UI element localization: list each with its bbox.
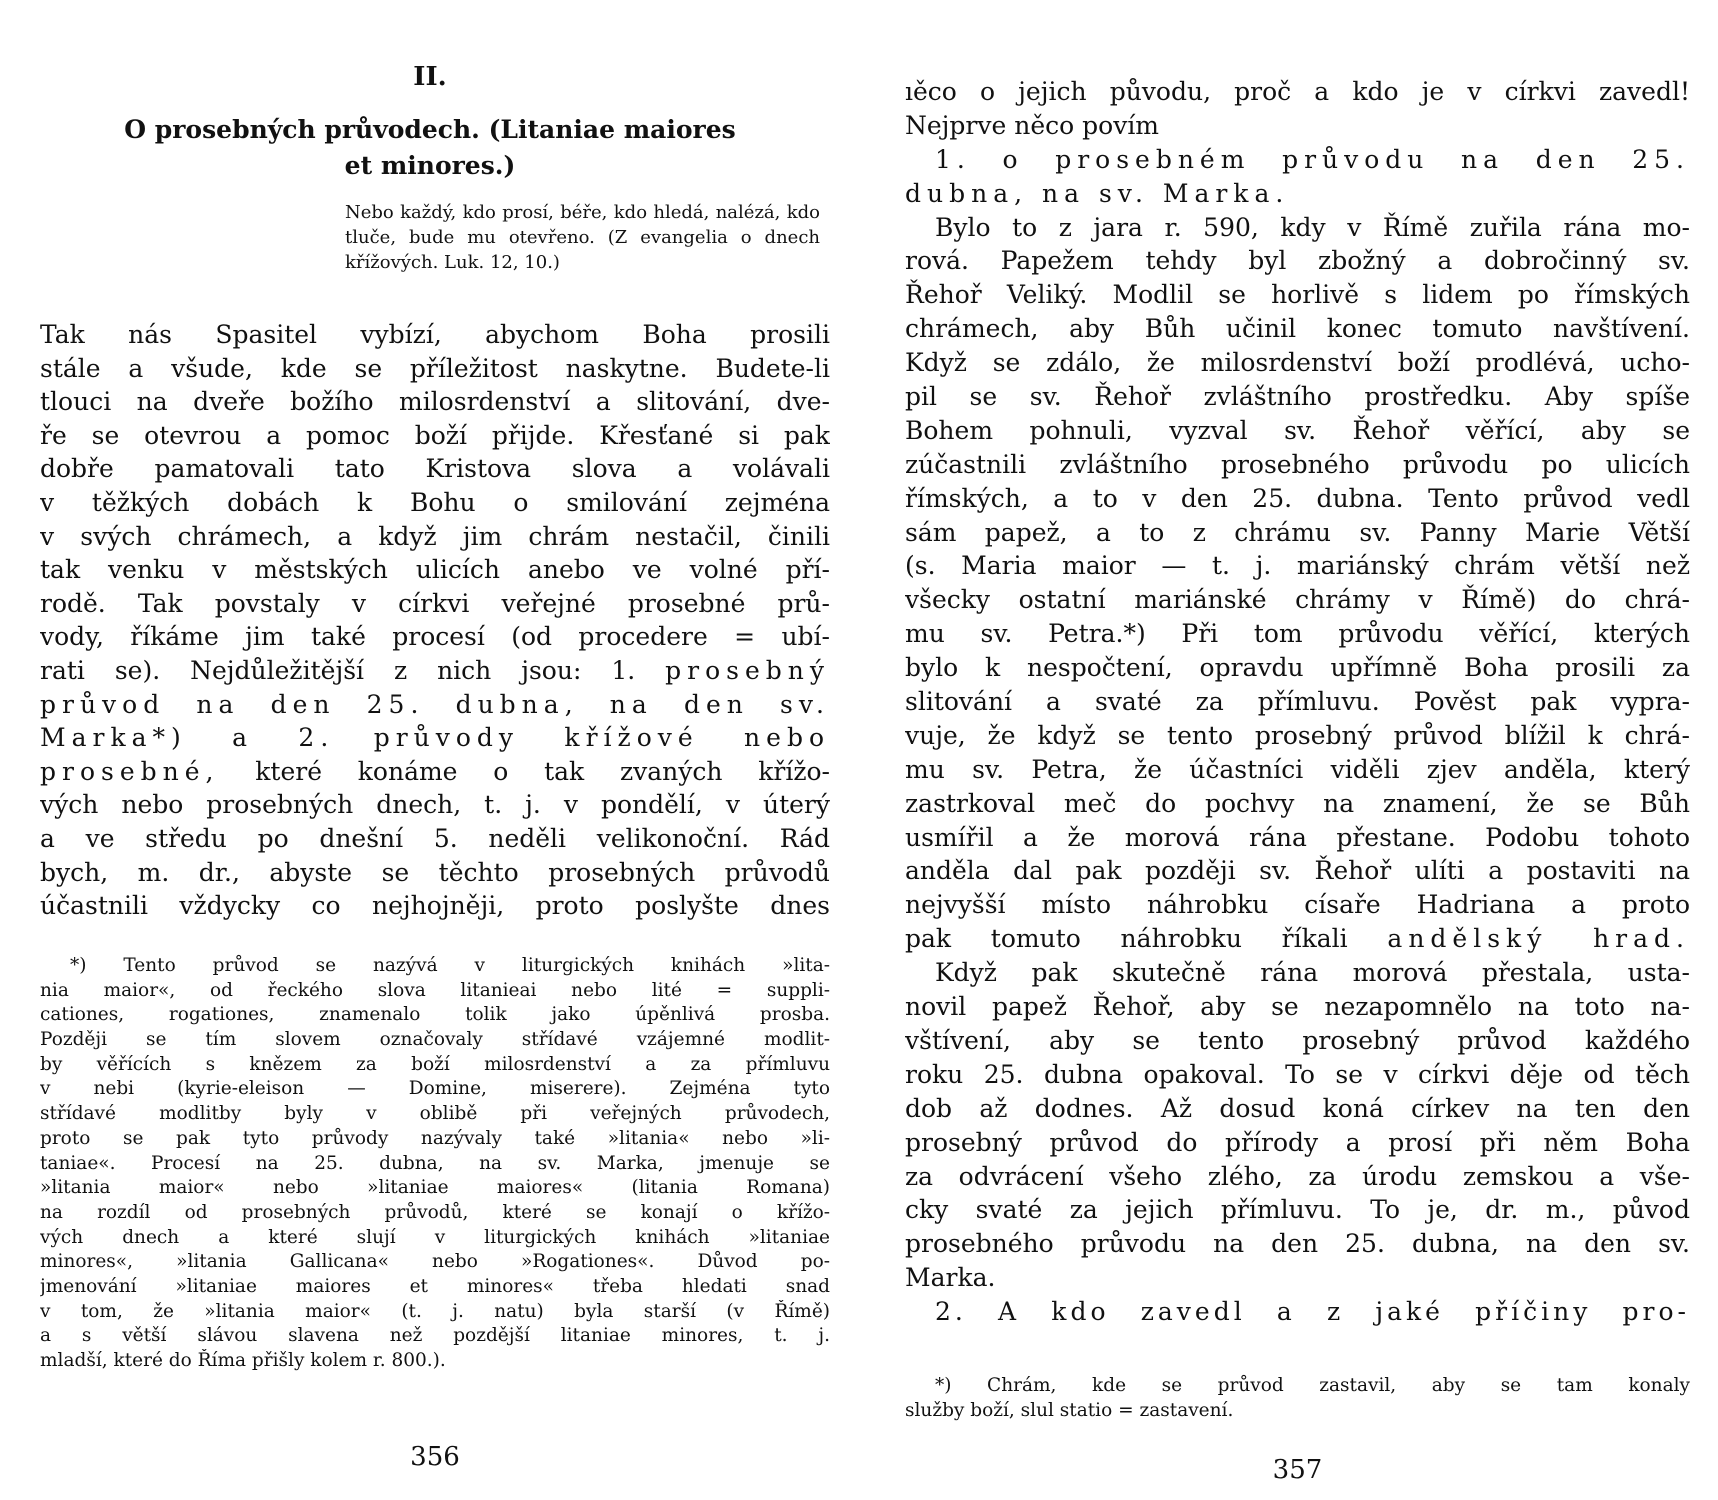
left-body-text — [40, 318, 830, 923]
text-line: usmířil a že morová rána přestane. Podobu tohoto — [905, 822, 1690, 852]
text-line — [40, 654, 830, 688]
text-line: pil se sv. Řehoř zvláštního prostředku. Aby spíše — [905, 382, 1690, 412]
footnote-line: *) Chrám, kde se průvod zastavil, aby se tam konaly — [935, 1375, 1690, 1396]
footnote-line: v tom, že »litania maior« (t. j. natu) byla starší (v Římě) — [40, 1300, 830, 1322]
text-line: Tak nás Spasitel vybízí, abychom Boha prosili — [40, 320, 830, 349]
text-line: Marka. — [905, 1263, 996, 1293]
text-line: Bylo to z jara r. 590, kdy v Římě zuřila rána mo- — [935, 212, 1690, 242]
text-line: a ve středu po dnešní 5. neděli velikonoční. Rád — [40, 823, 830, 853]
footnote-line: cationes, rogationes, znamenalo tolik jako úpěnlivá prosba. — [40, 1004, 830, 1026]
right-footnote — [905, 1373, 1690, 1423]
text-line: v těžkých dobách k Bohu o smilování zejména — [40, 487, 830, 517]
footnote-line: jmenování »litaniae maiores et minores« třeba hledati snad — [40, 1275, 830, 1297]
text-line: všecky ostatní mariánské chrámy v Římě) do chrá- — [905, 585, 1690, 615]
chapter-title-line: O prosebných průvodech. (Litaniae maiores — [124, 115, 736, 144]
text-line: roku 25. dubna opakoval. To se v církvi děje od těch — [905, 1059, 1690, 1089]
footnote-line: mladší, které do Říma přišly kolem r. 800.). — [40, 1350, 446, 1371]
left-footnote — [40, 954, 830, 1374]
page-number: 357 — [1272, 1455, 1323, 1485]
footnote-line: v nebi (kyrie-eleison — Domine, miserere). Zejména tyto — [40, 1078, 830, 1100]
text-line: vody, říkáme jim také procesí (od procedere = ubí- — [40, 622, 830, 652]
spaced-emphasis: andělský hrad. — [1387, 924, 1690, 954]
right-page — [905, 0, 1690, 1500]
footnote-line: »litania maior« nebo »litaniae maiores« (litania Romana) — [40, 1177, 830, 1199]
text-line: účastnili vždycky co nejhojněji, proto poslyšte dnes — [40, 891, 830, 921]
text-segment: pak tomuto náhrobku říkali — [905, 924, 1348, 954]
section-heading-line: dubna, na sv. Marka. — [905, 178, 1290, 208]
footnote-line: minores«, »litania Gallicana« nebo »Rogationes«. Důvod po- — [40, 1251, 830, 1273]
text-line: ře se otevrou a pomoc boží přijde. Křesťané si pak — [40, 420, 830, 450]
spaced-emphasis: prosebné, — [40, 756, 220, 786]
chapter-title — [40, 112, 820, 184]
text-line: (s. Maria maior — t. j. mariánský chrám větší než — [905, 551, 1690, 581]
text-line: Řehoř Veliký. Modlil se horlivě s lidem po římských — [905, 280, 1690, 310]
chapter-number: II. — [413, 62, 447, 92]
right-body-text — [905, 75, 1690, 1329]
epigraph: Nebo každý, kdo prosí, béře, kdo hledá, nalézá, kdo tluče, bude mu otevřeno. (Z evangelia o dnech křížových. Luk. 12, 10.) — [345, 202, 820, 273]
chapter-title-line: et minores.) — [344, 151, 516, 180]
text-line: vštívení, aby se tento prosebný průvod každého — [905, 1025, 1690, 1055]
footnote-line: taniae«. Procesí na 25. dubna, na sv. Marka, jmenuje se — [40, 1152, 830, 1174]
text-line: mu sv. Petra, že účastníci viděli zjev anděla, který — [905, 754, 1690, 784]
text-segment: které konáme o tak zvaných křížo- — [255, 756, 830, 786]
footnote-line: by věřících s knězem za boží milosrdenství a za přímluvu — [40, 1053, 830, 1075]
text-line: chrámech, aby Bůh učinil konec tomuto navštívení. — [905, 314, 1690, 344]
text-line: za odvrácení všeho zlého, za úrodu zemskou a vše- — [905, 1161, 1690, 1191]
section-heading-line: 1. o prosebném průvodu na den 25. — [935, 144, 1690, 174]
text-line: slitování a svaté za přímluvu. Pověst pak vypra- — [905, 687, 1690, 717]
footnote-line: Později se tím slovem označovaly střídavé vzájemné modlit- — [40, 1029, 830, 1051]
text-line — [905, 922, 1690, 956]
spaced-emphasis-line: průvod na den 25. dubna, na den sv. — [40, 689, 830, 719]
text-line: římských, a to v den 25. dubna. Tento průvod vedl — [905, 483, 1690, 513]
text-line: anděla dal pak později sv. Řehoř ulíti a postaviti na — [905, 856, 1690, 886]
text-line: tlouci na dveře božího milosrdenství a slitování, dve- — [40, 387, 830, 417]
text-line: Bohem pohnuli, vyzval sv. Řehoř věřící, aby se — [905, 415, 1690, 445]
footnote-line: střídavé modlitby byly v oblibě při veřejných průvodech, — [40, 1103, 830, 1125]
spaced-emphasis: průvody křížové nebo — [373, 723, 830, 753]
footnote-line: a s větší slávou slavena než pozdější litaniae minores, t. j. — [40, 1325, 830, 1347]
section-heading-line: 2. A kdo zavedl a z jaké příčiny pro- — [935, 1297, 1690, 1327]
footnote-line: *) Tento průvod se nazývá v liturgických knihách »lita- — [70, 955, 830, 976]
text-line: stále a všude, kde se příležitost naskytne. Budete-li — [40, 353, 830, 383]
text-line: rová. Papežem tehdy byl zbožný a dobročinný sv. — [905, 246, 1690, 276]
text-segment: Marka*) a 2. — [40, 723, 335, 753]
text-line: Když se zdálo, že milosrdenství boží prodlévá, ucho- — [905, 348, 1690, 378]
text-line: vuje, že když se tento prosebný průvod blížil k chrá- — [905, 720, 1690, 750]
text-line: vých nebo prosebných dnech, t. j. v pondělí, v úterý — [40, 790, 830, 820]
text-line: v svých chrámech, a když jim chrám nestačil, činili — [40, 521, 830, 551]
text-line: dobře pamatovali tato Kristova slova a volávali — [40, 454, 830, 484]
text-line: Nejprve něco povím — [905, 110, 1160, 140]
text-line — [40, 755, 830, 789]
text-line: sám papež, a to z chrámu sv. Panny Marie Větší — [905, 517, 1690, 547]
text-line: ıěco o jejich původu, proč a kdo je v církvi zavedl! — [905, 77, 1690, 106]
text-line: zastrkoval meč do pochvy na znamení, že se Bůh — [905, 788, 1690, 818]
text-line: cky svaté za jejich přímluvu. To je, dr. m., původ — [905, 1195, 1690, 1225]
text-line: novil papež Řehoř, aby se nezapomnělo na toto na- — [905, 992, 1690, 1022]
text-line — [40, 721, 830, 755]
text-line: mu sv. Petra.*) Při tom průvodu věřící, kterých — [905, 619, 1690, 649]
text-line: zúčastnili zvláštního prosebného průvodu po ulicích — [905, 449, 1690, 479]
left-page — [40, 0, 840, 1500]
footnote-line: vých dnech a které slují v liturgických knihách »litaniae — [40, 1226, 830, 1248]
footnote-line: proto se pak tyto průvody nazývaly také »litania« nebo »li- — [40, 1127, 830, 1149]
text-line: dob až dodnes. Až dosud koná církev na ten den — [905, 1093, 1690, 1123]
text-line: nejvyšší místo náhrobku císaře Hadriana a proto — [905, 890, 1690, 920]
text-line: prosebný průvod do přírody a prosí při něm Boha — [905, 1127, 1690, 1157]
text-line: bylo k nespočtení, opravdu upřímně Boha prosili za — [905, 653, 1690, 683]
footnote-line: na rozdíl od prosebných průvodů, které se konají o křížo- — [40, 1201, 830, 1223]
text-segment: rati se). Nejdůležitější z nich jsou: 1. — [40, 655, 636, 685]
text-line: bych, m. dr., abyste se těchto prosebných průvodů — [40, 857, 830, 887]
footnote-line: nia maior«, od řeckého slova litanieai nebo lité = suppli- — [40, 979, 830, 1001]
text-line: prosebného průvodu na den 25. dubna, na den sv. — [905, 1229, 1690, 1259]
page-number: 356 — [410, 1442, 460, 1472]
text-line: rodě. Tak povstaly v církvi veřejné prosebné prů- — [40, 588, 830, 618]
text-line: Když pak skutečně rána morová přestala, usta- — [935, 958, 1690, 988]
footnote-line: služby boží, slul statio = zastavení. — [905, 1400, 1234, 1421]
text-line: tak venku v městských ulicích anebo ve volné pří- — [40, 555, 830, 585]
spaced-emphasis: prosebný — [665, 655, 830, 685]
